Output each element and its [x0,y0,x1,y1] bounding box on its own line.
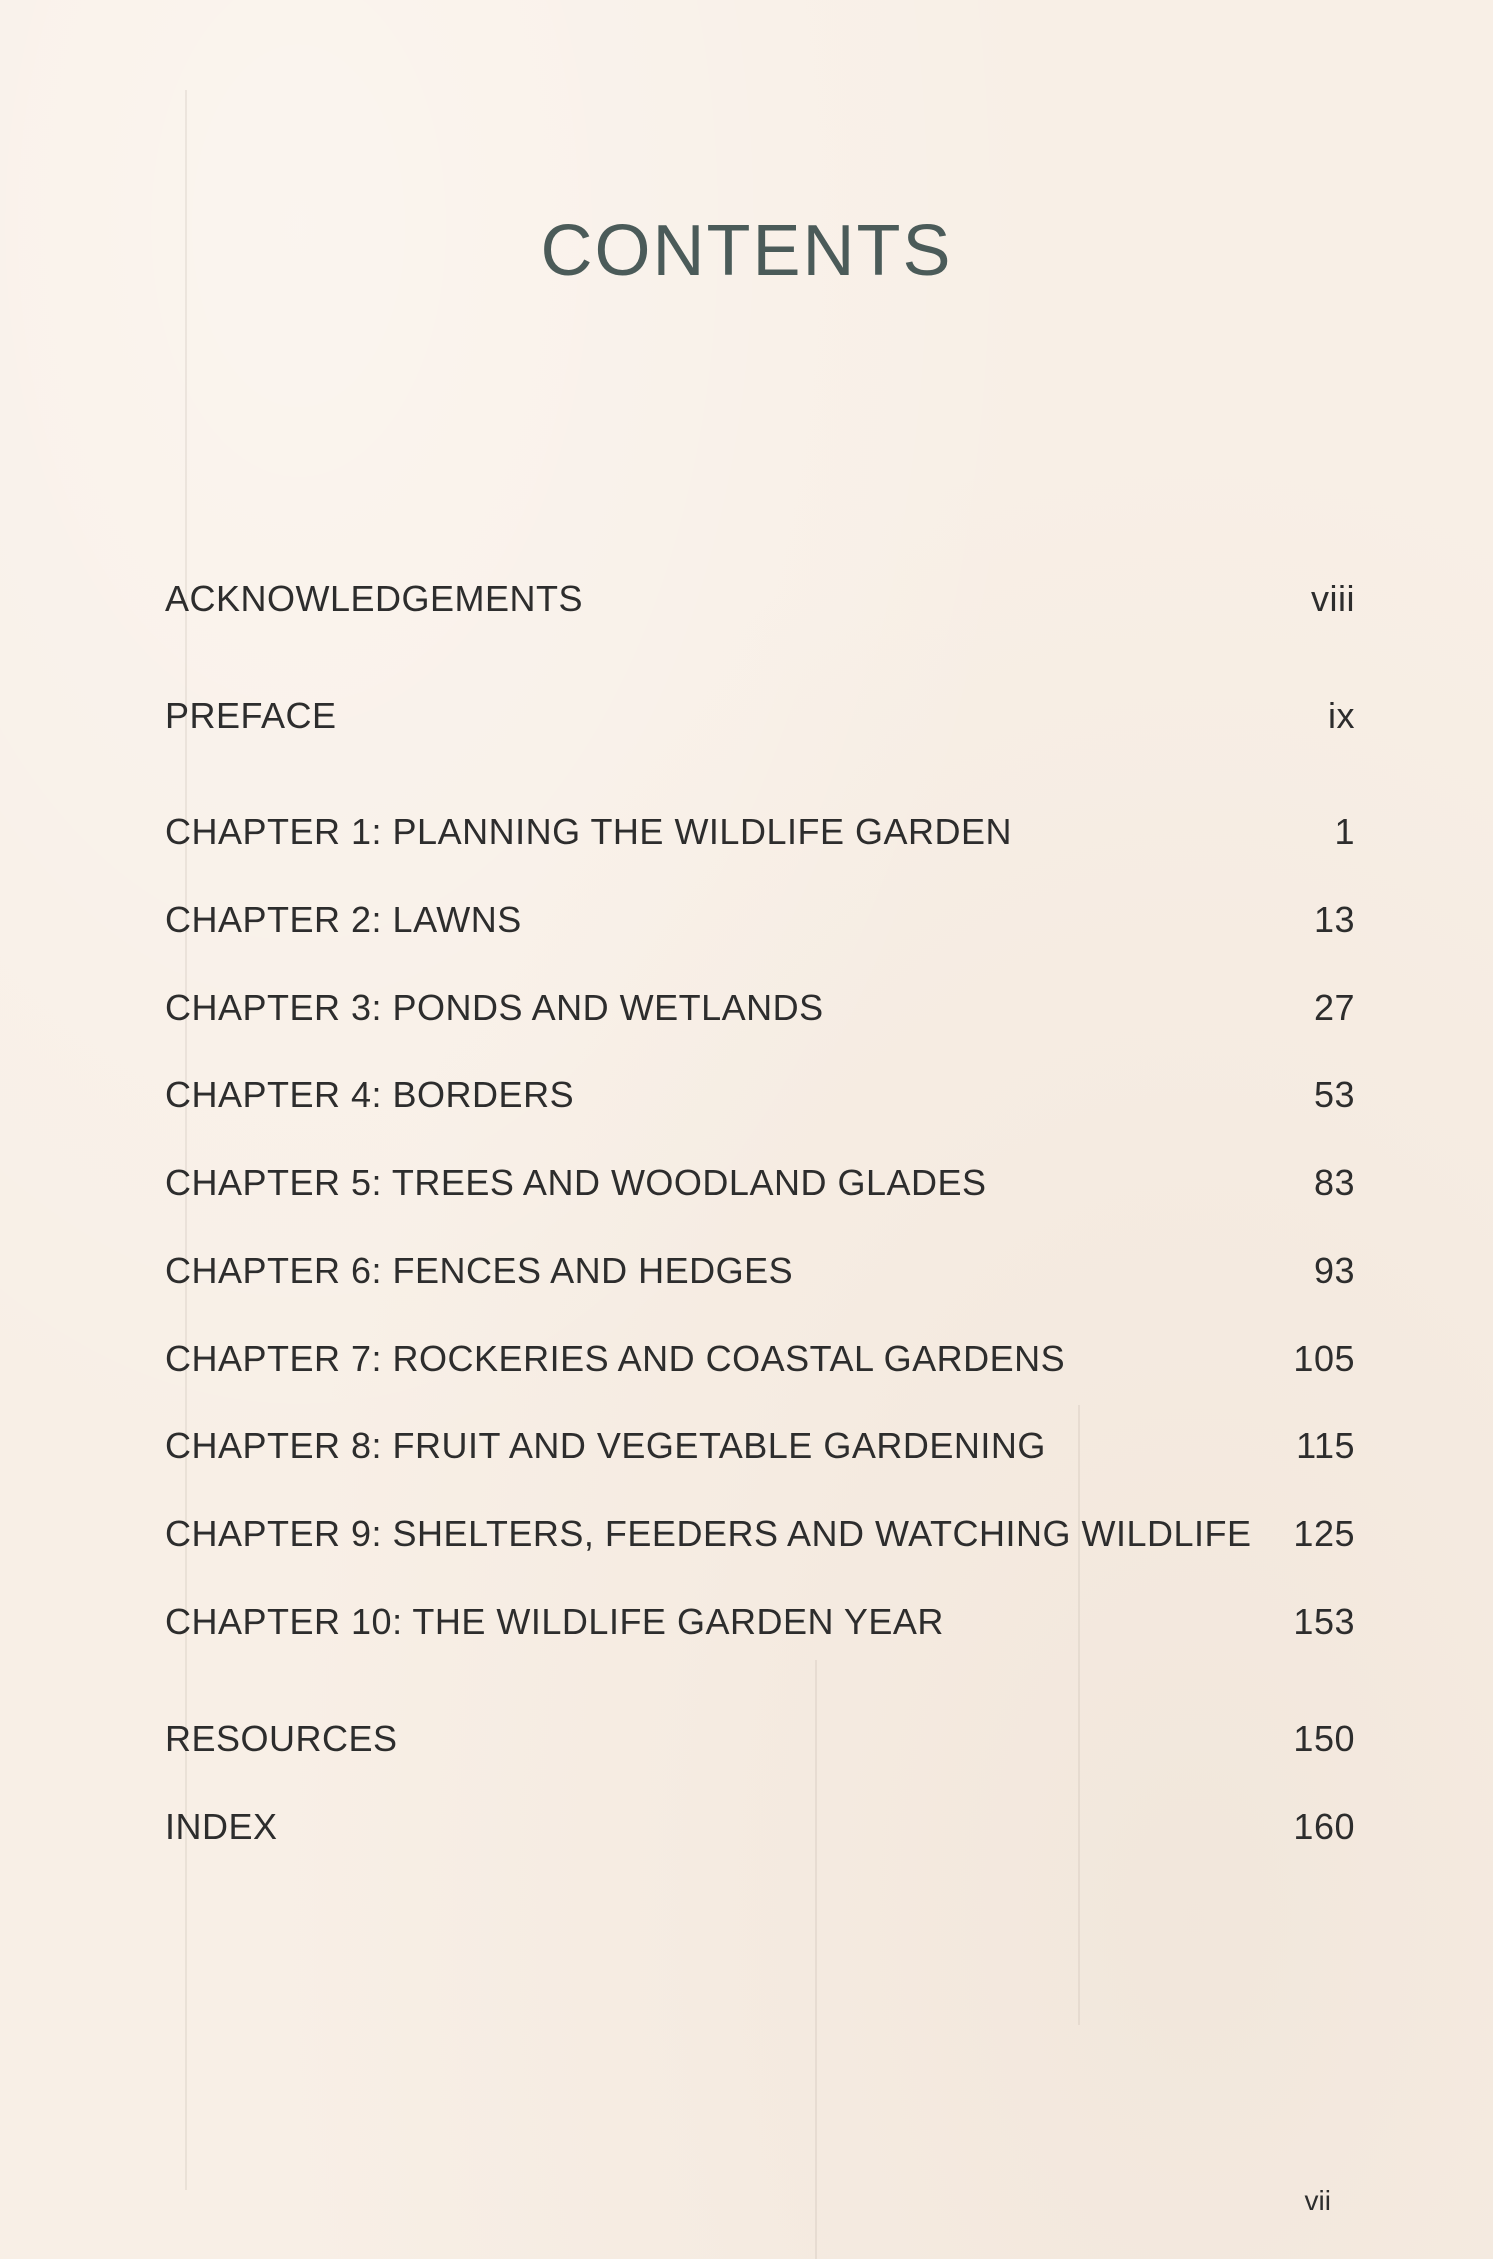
toc-entry-label: CHAPTER 3: PONDS AND WETLANDS [165,987,824,1028]
toc-entry-page: viii [1311,578,1355,619]
toc-entry-page: 160 [1293,1806,1355,1847]
toc-entry[interactable] [165,692,1355,740]
table-of-contents [165,0,1355,2259]
toc-entry-label: CHAPTER 5: TREES AND WOODLAND GLADES [165,1162,987,1203]
toc-entry-label: ACKNOWLEDGEMENTS [165,578,584,619]
toc-entry-label: RESOURCES [165,1718,398,1759]
toc-entry-page: 150 [1293,1718,1355,1759]
toc-entry-page: 53 [1313,1074,1355,1115]
toc-entry-label: INDEX [165,1806,278,1847]
toc-entry[interactable] [165,1422,1355,1470]
toc-entry-page: 13 [1313,899,1355,940]
toc-entry-page: 105 [1293,1338,1355,1379]
toc-entry[interactable] [165,1159,1355,1207]
toc-entry-label: CHAPTER 9: SHELTERS, FEEDERS AND WATCHING WILDLIFE [165,1513,1252,1554]
toc-entry-label: CHAPTER 10: THE WILDLIFE GARDEN YEAR [165,1601,944,1642]
toc-entry-page: 1 [1334,811,1355,852]
toc-entry-page: 115 [1296,1425,1355,1466]
toc-entry[interactable] [165,984,1355,1032]
toc-entry-label: PREFACE [165,695,337,736]
toc-entry-label: CHAPTER 2: LAWNS [165,899,522,940]
toc-entry[interactable] [165,896,1355,944]
toc-entry-label: CHAPTER 6: FENCES AND HEDGES [165,1250,794,1291]
toc-entry-page: 93 [1313,1250,1355,1291]
toc-entry-page: 153 [1293,1601,1355,1642]
toc-entry-page: 83 [1313,1162,1355,1203]
toc-entry[interactable] [165,808,1355,856]
toc-entry-label: CHAPTER 7: ROCKERIES AND COASTAL GARDENS [165,1338,1066,1379]
toc-entry[interactable] [165,1715,1355,1763]
toc-entry[interactable] [165,1071,1355,1119]
toc-entry-label: CHAPTER 4: BORDERS [165,1074,575,1115]
toc-entry-page: 125 [1293,1513,1355,1554]
toc-entry[interactable] [165,1247,1355,1295]
toc-entry-page: 27 [1313,987,1355,1028]
page-number: vii [1304,2185,1331,2216]
page-title: CONTENTS [540,211,953,291]
toc-entry-label: CHAPTER 1: PLANNING THE WILDLIFE GARDEN [165,811,1012,852]
toc-entry[interactable] [165,1598,1355,1646]
toc-entry-label: CHAPTER 8: FRUIT AND VEGETABLE GARDENING [165,1425,1046,1466]
toc-entry[interactable] [165,1803,1355,1851]
toc-entry[interactable] [165,1510,1355,1558]
toc-entry[interactable] [165,575,1355,623]
toc-entry-page: ix [1328,695,1355,736]
toc-entry[interactable] [165,1335,1355,1383]
